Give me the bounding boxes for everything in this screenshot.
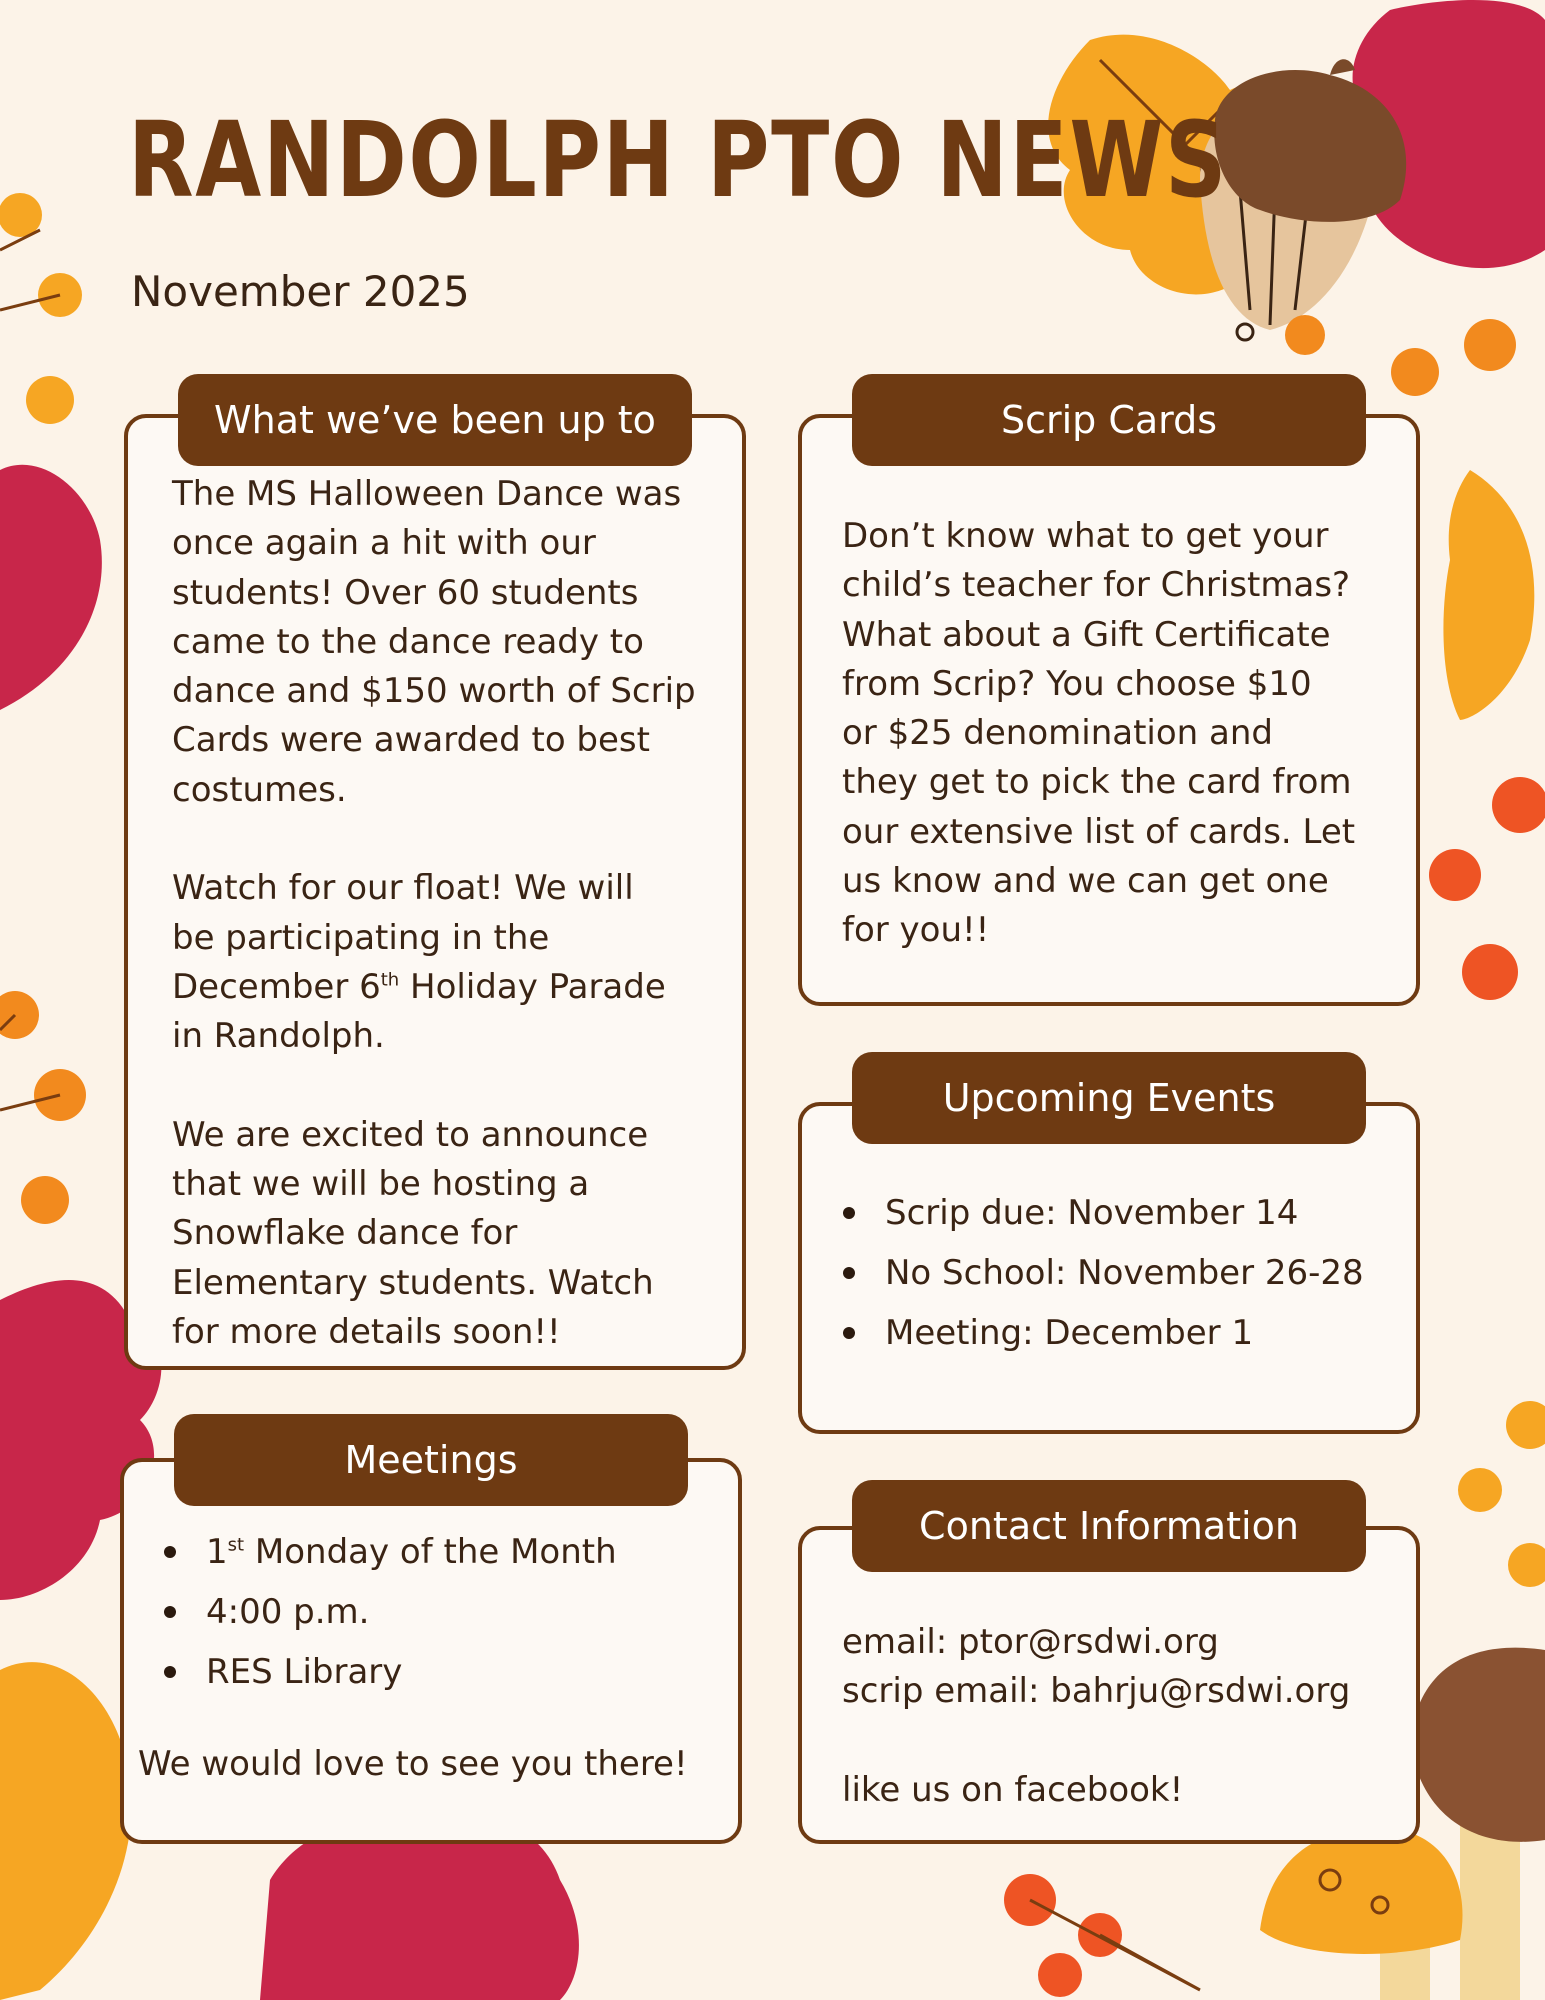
paragraph-float: [172, 864, 732, 1061]
text-line: us know and we can get one: [842, 861, 1329, 902]
text-line: for more details soon!!: [172, 1312, 561, 1353]
meetings-closing: We would love to see you there!: [138, 1744, 688, 1784]
text-line: Watch for our float! We will: [172, 868, 634, 909]
text-line: dance and $150 worth of Scrip: [172, 671, 696, 712]
bullet-icon: [164, 1546, 176, 1558]
facebook-note: like us on facebook!: [842, 1769, 1184, 1810]
contact-text: [842, 1618, 1412, 1815]
text-line: costumes.: [172, 769, 347, 810]
bullet-icon: [843, 1267, 855, 1279]
paragraph-dance: [172, 470, 732, 815]
been-up-to-text: [172, 470, 732, 1357]
text-line: they get to pick the card from: [842, 762, 1352, 803]
text-line: What about a Gift Certificate: [842, 614, 1331, 655]
event-item: No School: November 26-28: [843, 1243, 1403, 1303]
red-leaf-left-top: [0, 465, 102, 710]
text-line: Don’t know what to get your: [842, 516, 1329, 556]
contact-heading: Contact Information: [852, 1480, 1366, 1572]
newsletter-date: November 2025: [131, 267, 470, 316]
text-line: from Scrip? You choose $10: [842, 663, 1312, 704]
contact-email[interactable]: email: ptor@rsdwi.org: [842, 1622, 1219, 1662]
meeting-item: 1st Monday of the Month: [164, 1522, 724, 1582]
bullet-icon: [164, 1606, 176, 1618]
text-line: or $25 denomination and: [842, 713, 1273, 754]
text-line: our extensive list of cards. Let: [842, 811, 1356, 852]
bullet-icon: [843, 1207, 855, 1219]
event-item: Scrip due: November 14: [843, 1183, 1403, 1243]
upcoming-events-list: [843, 1183, 1403, 1363]
bullet-icon: [843, 1327, 855, 1339]
text-line: that we will be hosting a: [172, 1164, 590, 1205]
been-up-to-heading: What we’ve been up to: [178, 374, 692, 466]
scrip-cards-heading: Scrip Cards: [852, 374, 1366, 466]
orange-leaf-left-bottom: [0, 1662, 132, 2000]
text-line: Cards were awarded to best: [172, 720, 650, 761]
scrip-cards-text: [842, 512, 1410, 956]
text-line: child’s teacher for Christmas?: [842, 565, 1351, 606]
upcoming-events-heading: Upcoming Events: [852, 1052, 1366, 1144]
meetings-list: [164, 1522, 724, 1702]
text-line: students! Over 60 students: [172, 572, 639, 613]
text-line: in Randolph.: [172, 1016, 385, 1057]
text-line: Snowflake dance for: [172, 1213, 518, 1254]
text-line: once again a hit with our: [172, 523, 596, 564]
bullet-icon: [164, 1666, 176, 1678]
text-line: came to the dance ready to: [172, 621, 644, 662]
event-item: Meeting: December 1: [843, 1303, 1403, 1363]
text-line: be participating in the: [172, 917, 550, 958]
acorn-illustration: [1200, 59, 1406, 340]
orange-leaf-right: [1443, 470, 1534, 720]
meeting-item: 4:00 p.m.: [164, 1582, 724, 1642]
text-line: for you!!: [842, 910, 990, 951]
newsletter-title: RANDOLPH PTO NEWS: [128, 99, 1229, 221]
text-line: The MS Halloween Dance was: [172, 474, 682, 514]
paragraph-snowflake: [172, 1111, 732, 1357]
text-line: December 6th Holiday Parade: [172, 966, 666, 1007]
contact-scrip-email[interactable]: scrip email: bahrju@rsdwi.org: [842, 1671, 1351, 1712]
text-line: We are excited to announce: [172, 1114, 649, 1155]
meeting-item: RES Library: [164, 1642, 724, 1702]
text-line: Elementary students. Watch: [172, 1262, 654, 1303]
meetings-heading: Meetings: [174, 1414, 688, 1506]
